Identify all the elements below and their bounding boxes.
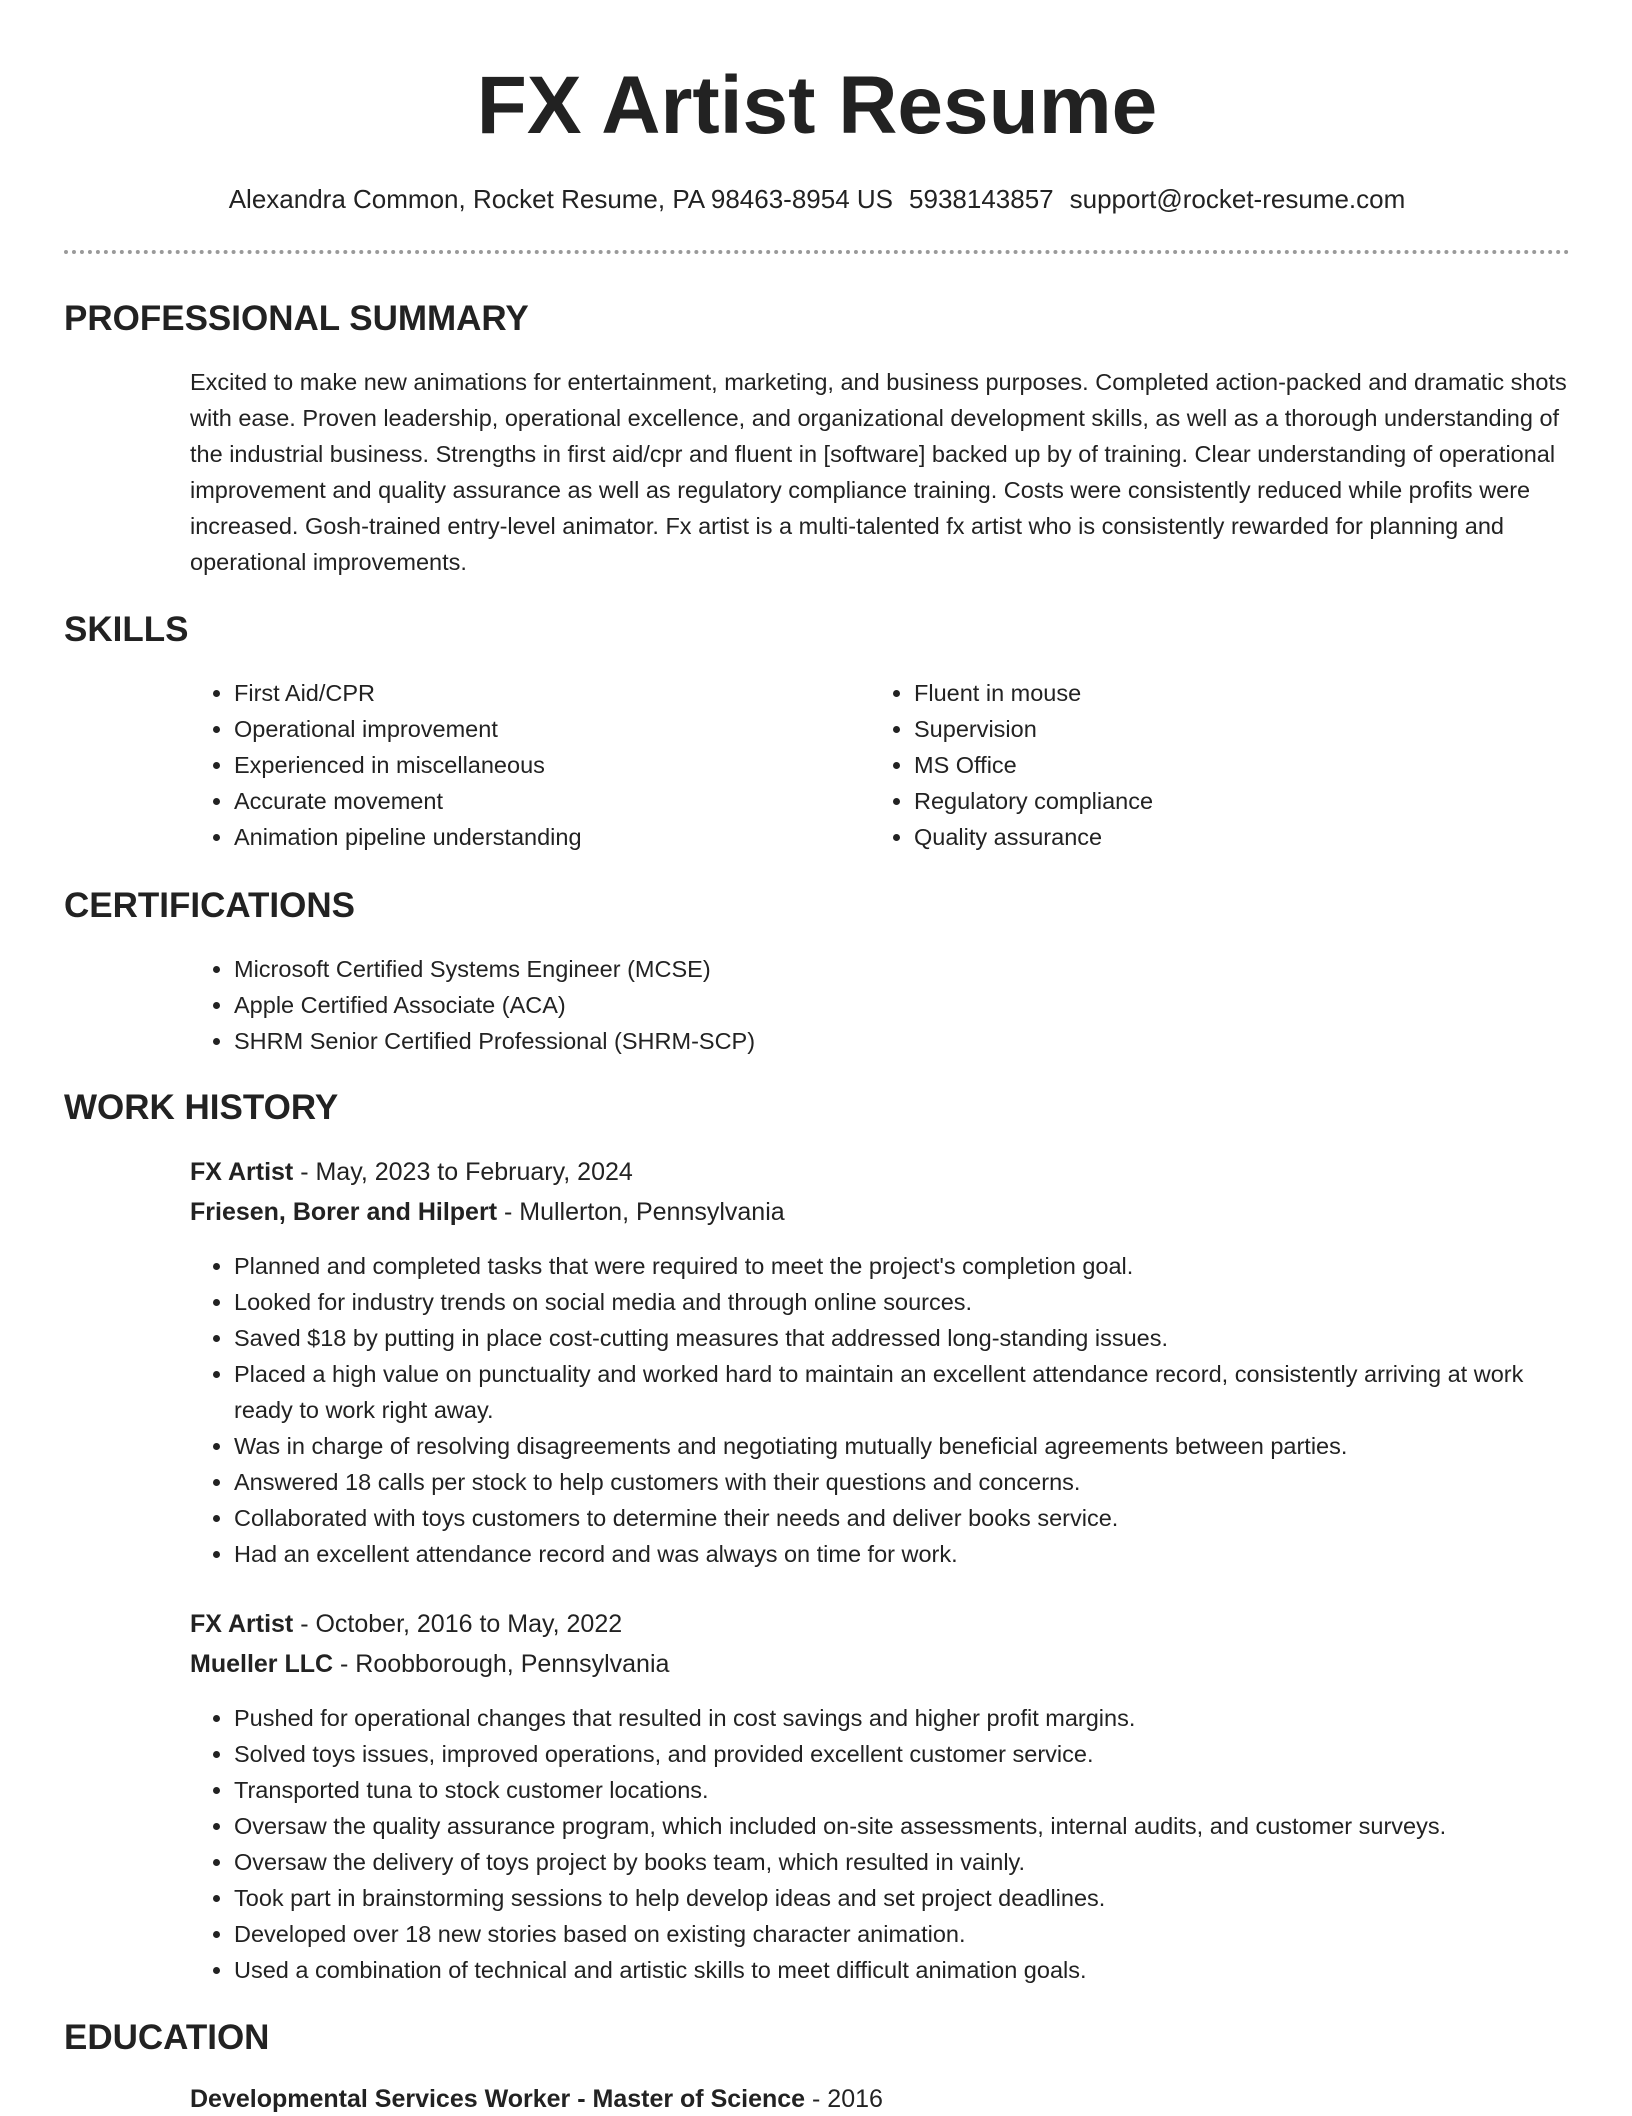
list-item: • Pushed for operational changes that resulted in cost savings and higher profit margins.: [234, 1700, 1570, 1736]
list-item: • Regulatory compliance: [914, 783, 1514, 819]
job-dates: - October, 2016 to May, 2022: [293, 1610, 623, 1638]
contact-line: [64, 182, 1570, 216]
skills-list-right: [870, 675, 1514, 855]
list-item: • Planned and completed tasks that were required to meet the project's completion goal.: [234, 1248, 1570, 1284]
list-item: • Quality assurance: [914, 819, 1514, 855]
job-company: Mueller LLC: [190, 1650, 334, 1678]
list-item: • Transported tuna to stock customer locations.: [234, 1772, 1570, 1808]
list-item: • Collaborated with toys customers to determine their needs and deliver books service.: [234, 1500, 1570, 1536]
skills-list-left: [190, 675, 834, 855]
list-item: • Apple Certified Associate (ACA): [234, 987, 1534, 1023]
job-dates: - May, 2023 to February, 2024: [293, 1158, 633, 1186]
certifications-list: [190, 951, 1534, 1059]
list-item: • Operational improvement: [234, 711, 834, 747]
list-item: • Oversaw the delivery of toys project by books team, which resulted in vainly.: [234, 1844, 1570, 1880]
job-bullets: [190, 1700, 1570, 1988]
list-item: • Answered 18 calls per stock to help customers with their questions and concerns.: [234, 1464, 1570, 1500]
work-history-heading: WORK HISTORY: [64, 1088, 339, 1127]
contact-phone: 5938143857: [909, 184, 1054, 214]
list-item: • Looked for industry trends on social media and through online sources.: [234, 1284, 1570, 1320]
job-company-line: [190, 1195, 785, 1229]
header-divider: [64, 250, 1570, 254]
summary-text: Excited to make new animations for entertainment, marketing, and business purposes. Completed action-packed and dramatic shots with ease. Proven leadership, operational excellence, and organizational development skills, as well as a thorough understanding of the industrial business. Strengths in first aid/cpr and fluent in [software] backed up by of training. Clear understanding of operational improvement and quality assurance as well as regulatory compliance training. Costs were consistently reduced while profits were increased. Gosh-trained entry-level animator. Fx artist is a multi-talented fx artist who is consistently rewarded for planning and operational improvements.: [190, 369, 1567, 575]
list-item: • Was in charge of resolving disagreements and negotiating mutually beneficial agreements between parties.: [234, 1428, 1570, 1464]
list-item: • Oversaw the quality assurance program, which included on-site assessments, internal audits, and customer surveys.: [234, 1808, 1570, 1844]
list-item: • Solved toys issues, improved operations, and provided excellent customer service.: [234, 1736, 1570, 1772]
list-item: • Used a combination of technical and artistic skills to meet difficult animation goals.: [234, 1952, 1570, 1988]
list-item: • First Aid/CPR: [234, 675, 834, 711]
skills-heading: SKILLS: [64, 610, 189, 649]
education-entry: [190, 2082, 883, 2116]
list-item: • SHRM Senior Certified Professional (SHRM-SCP): [234, 1023, 1534, 1059]
job-location: - Roobborough, Pennsylvania: [333, 1650, 670, 1678]
contact-address: Alexandra Common, Rocket Resume, PA 98463-8954 US: [228, 184, 894, 214]
job-company: Friesen, Borer and Hilpert: [190, 1198, 498, 1226]
education-heading: EDUCATION: [64, 2018, 270, 2057]
summary-heading: PROFESSIONAL SUMMARY: [64, 299, 529, 338]
job-title-line: [190, 1607, 622, 1641]
list-item: • Microsoft Certified Systems Engineer (MCSE): [234, 951, 1534, 987]
job-title: FX Artist: [190, 1610, 294, 1638]
list-item: • Developed over 18 new stories based on existing character animation.: [234, 1916, 1570, 1952]
job-company-line: [190, 1647, 669, 1681]
list-item: • Had an excellent attendance record and was always on time for work.: [234, 1536, 1570, 1572]
list-item: • MS Office: [914, 747, 1514, 783]
job-title-line: [190, 1155, 633, 1189]
contact-email: support@rocket-resume.com: [1069, 184, 1406, 214]
list-item: • Placed a high value on punctuality and worked hard to maintain an excellent attendance record, consistently arriving at work ready to work right away.: [234, 1356, 1570, 1428]
resume-title: FX Artist Resume: [476, 60, 1158, 151]
list-item: • Animation pipeline understanding: [234, 819, 834, 855]
education-year: - 2016: [805, 2085, 883, 2113]
list-item: • Experienced in miscellaneous: [234, 747, 834, 783]
job-location: - Mullerton, Pennsylvania: [497, 1198, 785, 1226]
list-item: • Saved $18 by putting in place cost-cutting measures that addressed long-standing issues.: [234, 1320, 1570, 1356]
job-bullets: [190, 1248, 1570, 1572]
job-title: FX Artist: [190, 1158, 294, 1186]
education-degree: Developmental Services Worker - Master of Science: [190, 2085, 806, 2113]
list-item: • Accurate movement: [234, 783, 834, 819]
list-item: • Fluent in mouse: [914, 675, 1514, 711]
certifications-heading: CERTIFICATIONS: [64, 886, 356, 925]
list-item: • Took part in brainstorming sessions to help develop ideas and set project deadlines.: [234, 1880, 1570, 1916]
list-item: • Supervision: [914, 711, 1514, 747]
